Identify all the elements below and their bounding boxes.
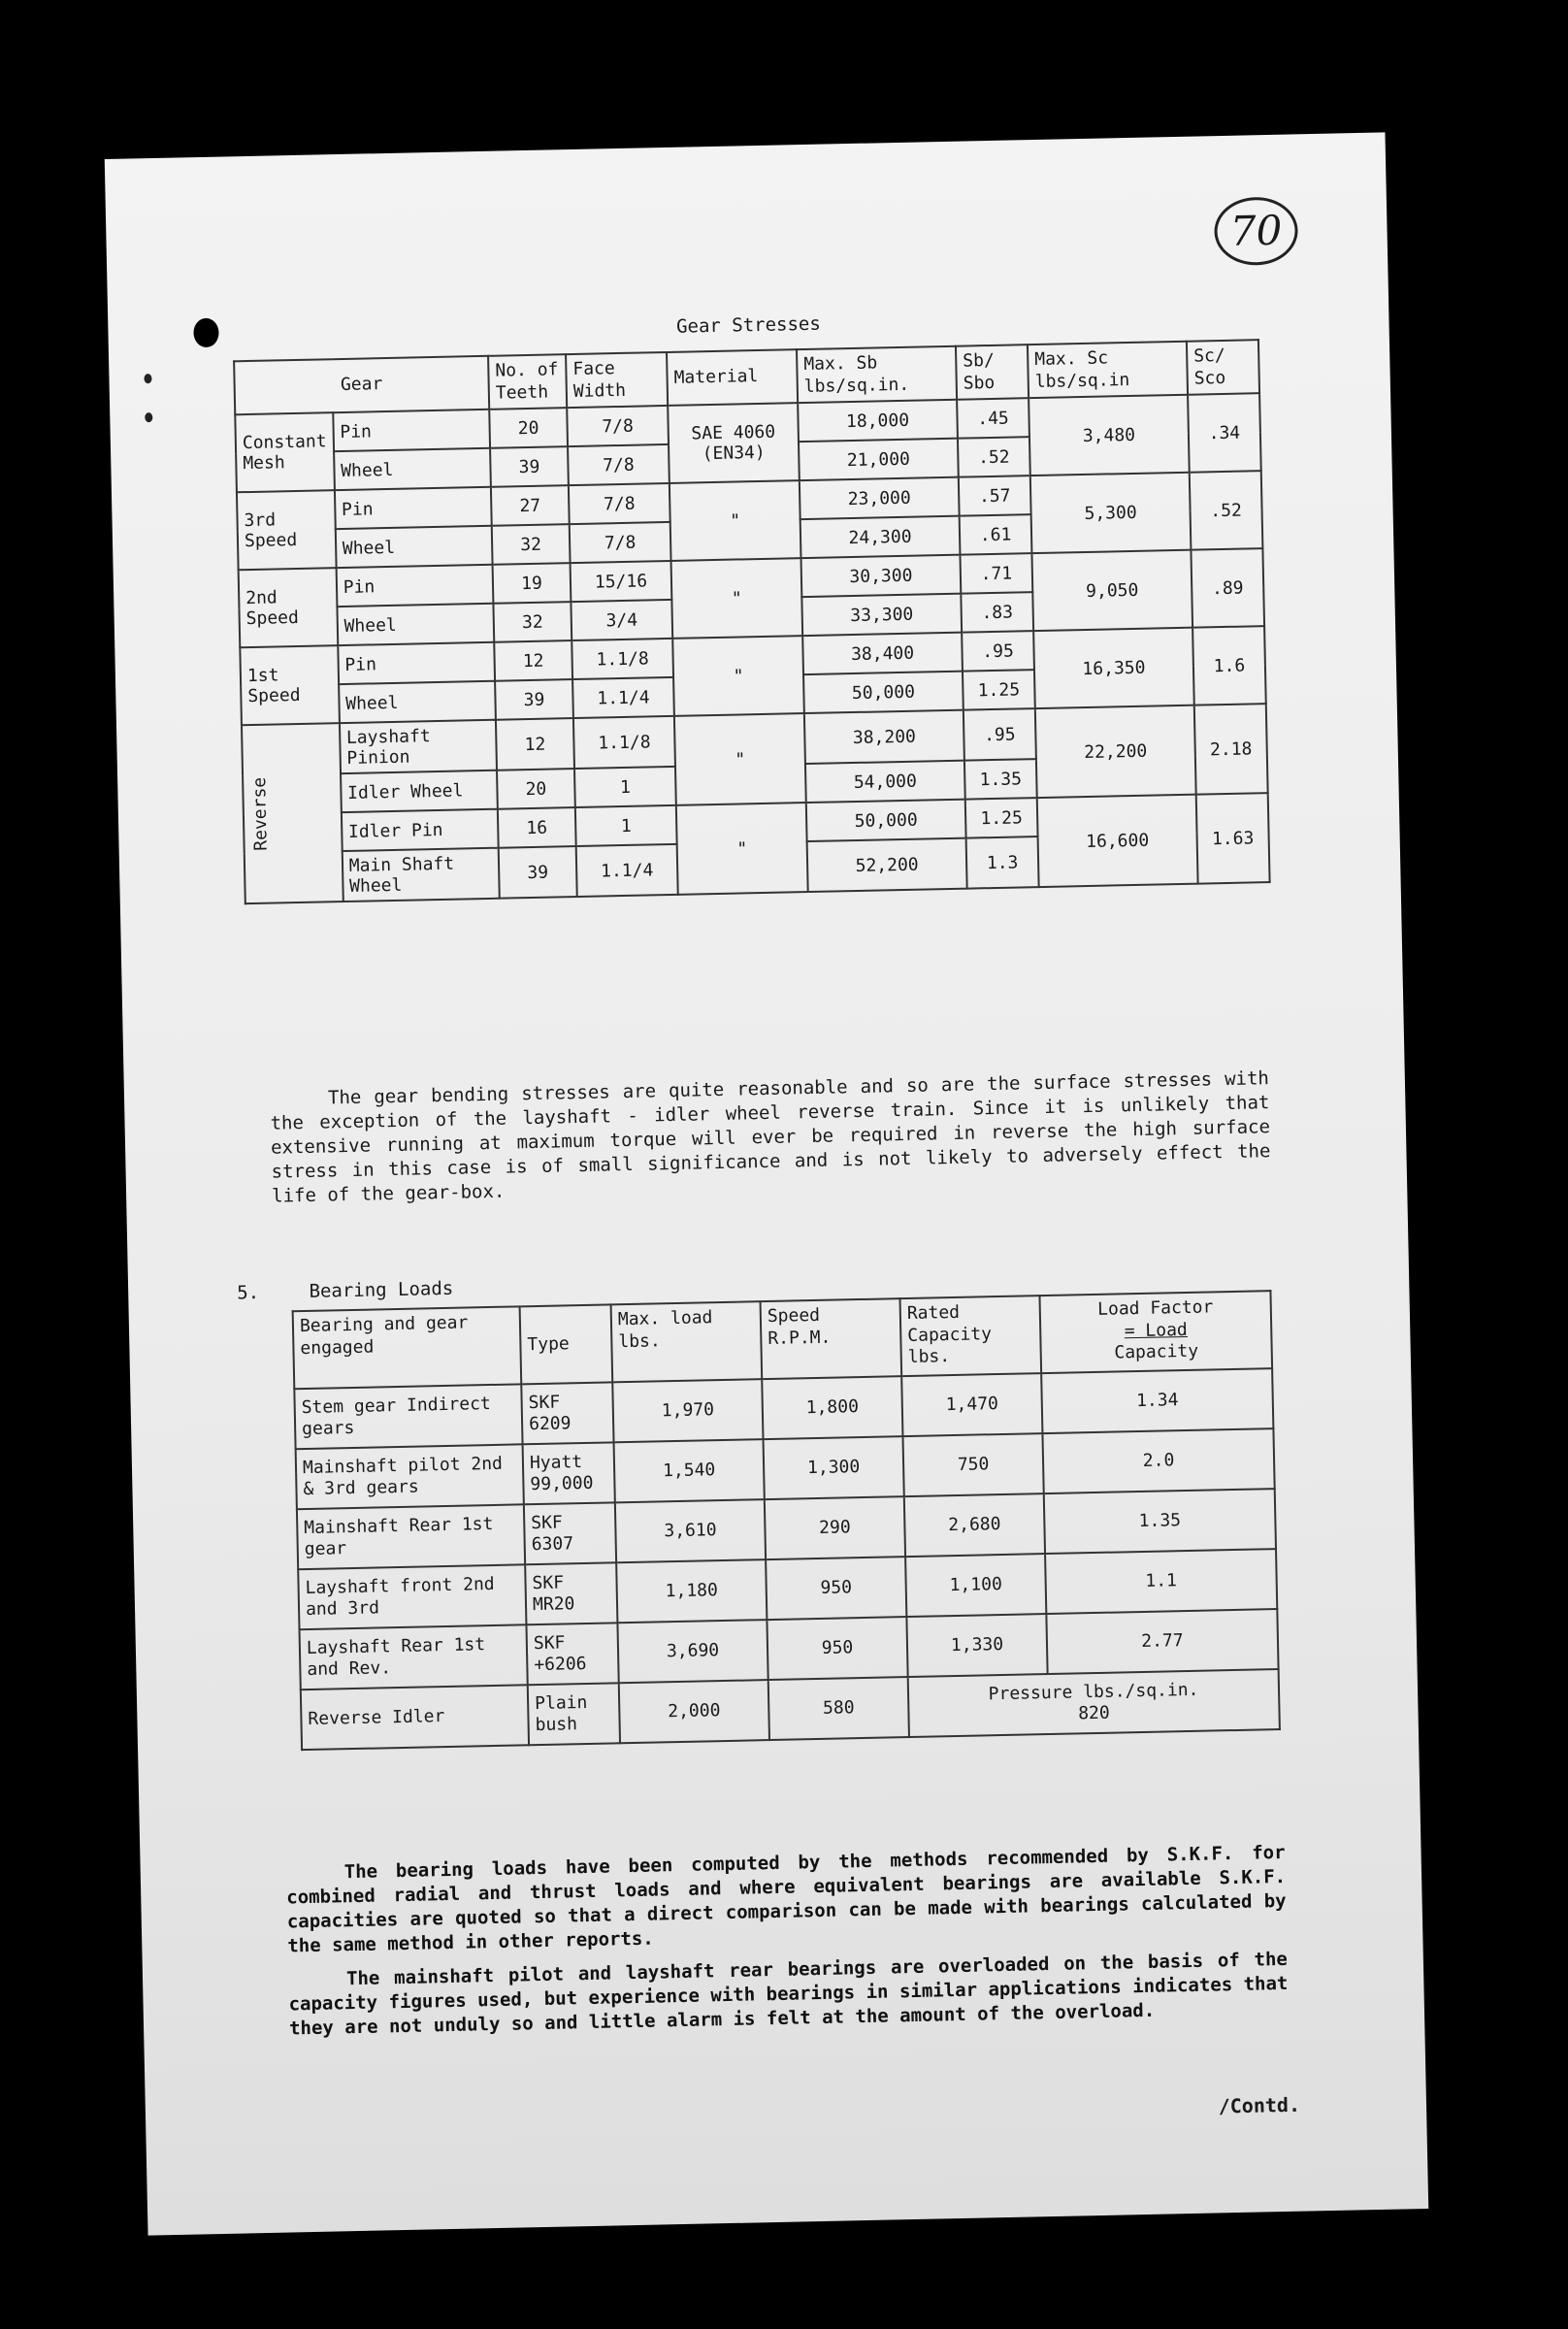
sc-ratio-cell: 1.6: [1192, 626, 1266, 705]
header-teeth: No. of Teeth: [488, 354, 567, 410]
section-heading: [237, 1278, 453, 1304]
sb-ratio-cell: .45: [957, 398, 1029, 439]
factor-cell: 1.1: [1045, 1549, 1277, 1614]
bearing-cell: Mainshaft Rear 1st gear: [297, 1504, 525, 1569]
sc-ratio-cell: 2.18: [1194, 704, 1268, 795]
type-cell: SKF 6209: [521, 1382, 613, 1444]
sb-cell: 30,300: [801, 555, 962, 597]
teeth-cell: 20: [489, 408, 568, 448]
header-load-factor: [1039, 1291, 1272, 1373]
section-title: Bearing Loads: [309, 1277, 454, 1302]
speed-cell: 1,800: [762, 1376, 902, 1439]
teeth-cell: 32: [493, 602, 572, 642]
material-cell: ": [672, 636, 804, 716]
capacity-cell: 1,330: [906, 1614, 1047, 1677]
gear-stresses-title: Gear Stresses: [675, 312, 822, 338]
speed-cell: 950: [767, 1617, 907, 1680]
page-number: 70: [1214, 196, 1298, 266]
sc-ratio-cell: .89: [1191, 548, 1264, 628]
pressure-label: Pressure lbs./sq.in.: [988, 1680, 1199, 1705]
capacity-cell: 2,680: [904, 1493, 1045, 1557]
header-gear: Gear: [234, 356, 489, 414]
bearing-method-paragraph: The bearing loads have been computed by the methods recommended by S.K.F. for combined radial and thrust loads and where equivalent bearings are available S.K.F. capacities are quoted so that a direct comparison can be made with bearings calculated by the same method in other reports.: [286, 1841, 1287, 1957]
sc-cell: 9,050: [1031, 550, 1192, 631]
gear-part: Wheel: [339, 681, 496, 723]
material-cell: ": [671, 558, 803, 639]
gear-name: 3rd Speed: [237, 490, 336, 570]
type-cell: SKF 6307: [524, 1502, 616, 1564]
sc-ratio-cell: 1.63: [1196, 793, 1270, 884]
material-cell: SAE 4060 (EN34): [668, 403, 800, 483]
gear-part: Idler Pin: [342, 809, 499, 851]
speed-cell: 290: [765, 1496, 905, 1559]
reverse-label-cell: [242, 723, 343, 903]
face-width-cell: 7/8: [568, 444, 670, 485]
bearing-cell: Layshaft Rear 1st and Rev.: [300, 1624, 528, 1689]
gear-part: Layshaft Pinion: [340, 720, 497, 773]
gear-name: 2nd Speed: [239, 568, 338, 647]
header-material: Material: [667, 349, 798, 406]
sb-ratio-cell: .71: [960, 553, 1032, 594]
factor-cell: 2.77: [1046, 1609, 1278, 1674]
section-number: 5.: [237, 1281, 260, 1304]
sc-ratio-cell: .52: [1190, 471, 1263, 550]
header-sc-ratio: Sc/ Sco: [1187, 340, 1259, 395]
gear-name: 1st Speed: [240, 645, 339, 725]
capacity-cell: 1,100: [905, 1554, 1046, 1617]
gear-part: Wheel: [334, 448, 491, 490]
face-width-cell: 1: [575, 805, 677, 846]
load-cell: 2,000: [619, 1680, 769, 1743]
teeth-cell: 39: [495, 679, 573, 720]
factor-cell: 1.35: [1044, 1489, 1276, 1554]
sb-ratio-cell: 1.35: [964, 759, 1037, 800]
type-cell: Hyatt 99,000: [523, 1442, 615, 1504]
load-cell: 1,540: [614, 1439, 765, 1502]
load-factor-denominator: Capacity: [1114, 1340, 1199, 1363]
pressure-value: 820: [1078, 1702, 1110, 1724]
header-speed: Speed R.P.M.: [761, 1298, 902, 1379]
sb-cell: 18,000: [798, 400, 958, 442]
face-width-cell: 3/4: [571, 600, 672, 640]
sc-cell: 16,350: [1033, 628, 1194, 708]
teeth-cell: 12: [496, 718, 574, 771]
gear-part: Pin: [336, 565, 493, 607]
bearing-cell: Layshaft front 2nd and 3rd: [298, 1564, 526, 1629]
header-max-load: Max. load lbs.: [611, 1301, 763, 1382]
gear-part: Pin: [338, 642, 495, 684]
document-page: [105, 132, 1429, 2235]
load-cell: 1,970: [612, 1379, 763, 1442]
sb-ratio-cell: .61: [960, 514, 1032, 555]
load-cell: 1,180: [616, 1559, 767, 1623]
speed-cell: 950: [766, 1557, 906, 1620]
header-max-sb: Max. Sb lbs/sq.in.: [797, 346, 957, 403]
sb-cell: 24,300: [800, 516, 961, 558]
factor-cell: 2.0: [1042, 1428, 1274, 1493]
capacity-cell: 1,470: [901, 1373, 1042, 1436]
gear-part: Wheel: [337, 604, 494, 645]
load-cell: 3,690: [617, 1620, 768, 1683]
gear-name: Constant Mesh: [235, 412, 334, 492]
gear-part: Main Shaft Wheel: [342, 848, 499, 902]
gear-stress-discussion: The gear bending stresses are quite reasonable and so are the surface stresses with the exception of the layshaft - idler wheel reverse train. Since it is unlikely that extensive running at maximum torque will ever be required in reverse the high surface stress in this case is of small significance and is not likely to adversely effect the life of the gear-box.: [270, 1067, 1271, 1207]
sb-cell: 21,000: [799, 439, 959, 480]
material-cell: ": [676, 803, 808, 895]
sb-ratio-cell: .83: [961, 592, 1033, 633]
sb-cell: 38,200: [804, 710, 964, 764]
type-cell: SKF MR20: [525, 1562, 617, 1624]
gear-part: Pin: [333, 410, 490, 451]
gear-part: Idler Wheel: [341, 771, 498, 812]
margin-mark: [145, 412, 152, 422]
sb-ratio-cell: .95: [962, 631, 1034, 672]
face-width-cell: 1.1/4: [572, 677, 674, 718]
sb-ratio-cell: .52: [958, 437, 1030, 477]
load-factor-title: Load Factor: [1096, 1296, 1214, 1320]
header-bearing: Bearing and gear engaged: [293, 1306, 522, 1389]
teeth-cell: 27: [491, 485, 570, 526]
sc-ratio-cell: .34: [1188, 393, 1261, 473]
material-cell: ": [674, 713, 806, 805]
face-width-cell: 7/8: [570, 522, 671, 563]
load-cell: 3,610: [615, 1499, 766, 1562]
sc-cell: 16,600: [1037, 795, 1198, 887]
speed-cell: 580: [768, 1677, 909, 1740]
factor-cell: 1.34: [1041, 1368, 1273, 1433]
header-sb-ratio: Sb/ Sbo: [956, 344, 1029, 400]
sb-cell: 54,000: [805, 761, 965, 803]
sb-ratio-cell: 1.25: [965, 798, 1038, 838]
type-cell: SKF +6206: [526, 1623, 618, 1685]
header-face-width: Face Width: [566, 352, 668, 408]
sb-cell: 38,400: [802, 633, 963, 674]
type-cell: Plain bush: [528, 1683, 620, 1745]
face-width-cell: 7/8: [567, 406, 669, 446]
bearing-cell: Stem gear Indirect gears: [294, 1384, 522, 1449]
sb-cell: 50,000: [803, 672, 964, 713]
header-capacity: Rated Capacity lbs.: [900, 1296, 1042, 1376]
header-type: Type: [520, 1304, 613, 1384]
gear-part: Wheel: [335, 526, 492, 568]
capacity-cell: 750: [902, 1433, 1043, 1496]
face-width-cell: 1.1/4: [576, 844, 678, 897]
teeth-cell: 12: [494, 640, 572, 681]
sb-ratio-cell: .57: [959, 476, 1031, 516]
face-width-cell: 1.1/8: [573, 716, 675, 769]
sb-cell: 23,000: [800, 477, 960, 519]
face-width-cell: 1: [574, 767, 676, 807]
bearing-cell: Mainshaft pilot 2nd & 3rd gears: [296, 1444, 524, 1509]
margin-mark: [144, 374, 151, 383]
overload-paragraph: The mainshaft pilot and layshaft rear bearings are overloaded on the basis of the capacity figures used, but experience with bearings in similar applications indicates that they are not unduly so and little alarm is felt at the amount of the overload.: [288, 1948, 1289, 2040]
sc-cell: 3,480: [1029, 395, 1190, 476]
pressure-cell: [908, 1669, 1280, 1737]
face-width-cell: 15/16: [571, 561, 672, 602]
face-width-cell: 1.1/8: [572, 639, 673, 679]
sb-ratio-cell: 1.25: [963, 670, 1035, 710]
bearing-cell: Reverse Idler: [301, 1685, 529, 1750]
load-factor-numerator: = Load: [1124, 1319, 1188, 1341]
gear-part: Pin: [335, 487, 492, 529]
bearing-loads-table: [292, 1290, 1281, 1751]
sb-cell: 33,300: [801, 594, 962, 636]
sb-cell: 50,000: [806, 800, 966, 841]
gear-stresses-table: [233, 339, 1271, 904]
teeth-cell: 16: [498, 807, 576, 848]
teeth-cell: 32: [492, 524, 571, 565]
continued-note: /Contd.: [1218, 2092, 1301, 2118]
face-width-cell: 7/8: [569, 483, 670, 524]
sc-cell: 22,200: [1035, 705, 1196, 798]
teeth-cell: 20: [497, 769, 575, 809]
header-max-sc: Max. Sc lbs/sq.in: [1028, 342, 1188, 398]
sb-cell: 52,200: [807, 838, 967, 892]
speed-cell: 1,300: [764, 1436, 904, 1499]
sc-cell: 5,300: [1030, 473, 1192, 553]
teeth-cell: 39: [490, 446, 569, 487]
sb-ratio-cell: 1.3: [966, 836, 1039, 889]
teeth-cell: 39: [499, 846, 577, 899]
sb-ratio-cell: .95: [964, 708, 1036, 761]
teeth-cell: 19: [493, 563, 572, 604]
material-cell: ": [670, 480, 801, 561]
reverse-label: Reverse: [249, 776, 272, 851]
